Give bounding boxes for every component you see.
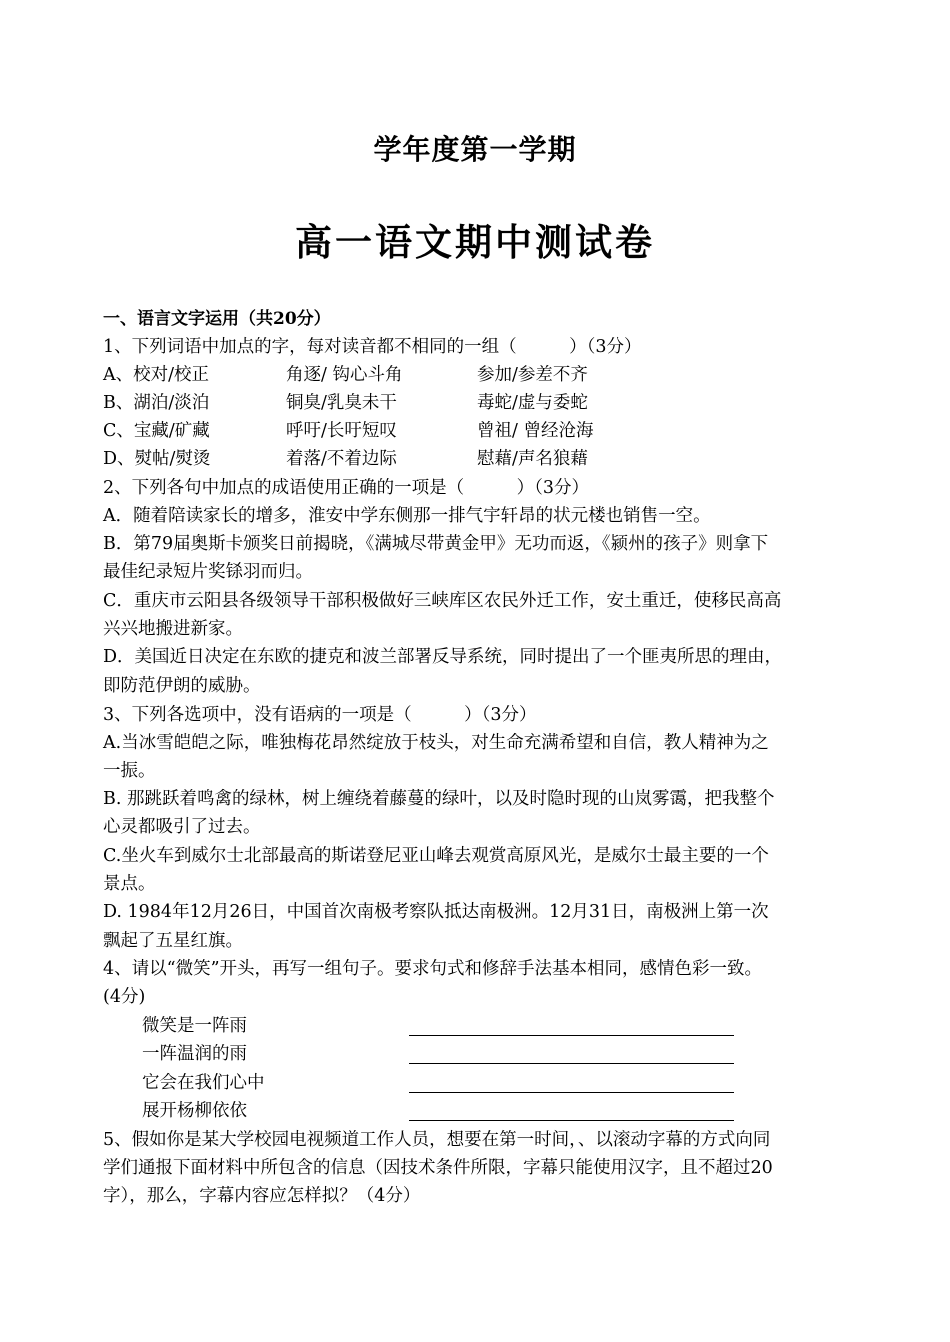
q3-option-c-line1: C.坐火车到威尔士北部最高的斯诺登尼亚山峰去观赏高原风光，是威尔士最主要的一个 (103, 846, 769, 866)
q1-c-col1: C、宝藏/矿藏 (103, 421, 210, 441)
q3-option-a-line1: A.当冰雪皑皑之际，唯独梅花昂然绽放于枝头，对生命充满希望和自信，教人精神为之 (103, 733, 769, 753)
q4-example-line: 展开杨柳依依 (142, 1101, 247, 1121)
q1-b-col3: 毒蛇/虚与委蛇 (477, 393, 588, 413)
q4-stem-line1: 4、请以“微笑”开头，再写一组句子。要求句式和修辞手法基本相同，感情色彩一致。 (103, 959, 763, 979)
q3-option-d-line1: D. 1984年12月26日，中国首次南极考察队抵达南极洲。12月31日，南极洲上第一次 (103, 902, 769, 922)
q1-b-col2: 铜臭/乳臭未干 (286, 393, 397, 413)
q2-option-b-line2: 最佳纪录短片奖铩羽而归。 (103, 562, 313, 582)
q2-option-d-line1: D．美国近日决定在东欧的捷克和波兰部署反导系统，同时提出了一个匪夷所思的理由， (103, 647, 783, 667)
exam-title: 高一语文期中测试卷 (295, 220, 655, 264)
q5-stem-line1: 5、假如你是某大学校园电视频道工作人员，想要在第一时间，、以滚动字幕的方式向同 (103, 1130, 771, 1150)
q1-d-col2: 着落/不着边际 (286, 449, 397, 469)
q3-option-d-line2: 飘起了五星红旗。 (103, 931, 243, 951)
q5-stem-line3: 字），那么，字幕内容应怎样拟？（4分） (103, 1186, 421, 1206)
q3-option-b-line2: 心灵都吸引了过去。 (103, 817, 261, 837)
q4-answer-blank[interactable] (409, 1092, 734, 1093)
q1-d-col1: D、熨帖/熨烫 (103, 449, 211, 469)
q4-example-line: 它会在我们心中 (142, 1073, 265, 1093)
q5-stem-line2: 学们通报下面材料中所包含的信息（因技术条件所限，字幕只能使用汉字，且不超过20 (103, 1158, 773, 1178)
q1-c-col2: 呼吁/长吁短叹 (286, 421, 397, 441)
q2-option-c-line1: C．重庆市云阳县各级领导干部积极做好三峡库区农民外迁工作，安土重迁，使移民高高 (103, 591, 782, 611)
q3-option-c-line2: 景点。 (103, 874, 156, 894)
q3-option-b-line1: B. 那跳跃着鸣禽的绿林，树上缠绕着藤蔓的绿叶，以及时隐时现的山岚雾霭，把我整个 (103, 789, 775, 809)
q4-example-line: 微笑是一阵雨 (142, 1016, 247, 1036)
q4-answer-blank[interactable] (409, 1035, 734, 1036)
q4-answer-blank[interactable] (409, 1120, 734, 1121)
q3-stem: 3、下列各选项中，没有语病的一项是（ ）（3分） (103, 705, 537, 725)
q1-c-col3: 曾祖/ 曾经沧海 (477, 421, 594, 441)
q2-option-a: A．随着陪读家长的增多，淮安中学东侧那一排气宇轩昂的状元楼也销售一空。 (103, 506, 711, 526)
q1-a-col1: A、校对/校正 (103, 365, 210, 385)
q2-option-c-line2: 兴兴地搬进新家。 (103, 619, 243, 639)
q2-option-b-line1: B．第79届奥斯卡颁奖日前揭晓，《满城尽带黄金甲》无功而返，《颍州的孩子》则拿下 (103, 534, 769, 554)
q1-a-col3: 参加/参差不齐 (477, 365, 588, 385)
q2-option-d-line2: 即防范伊朗的威胁。 (103, 676, 261, 696)
section-heading: 一、语言文字运用（共20分） (103, 309, 331, 329)
q1-d-col3: 慰藉/声名狼藉 (477, 449, 588, 469)
q1-a-col2: 角逐/ 钩心斗角 (286, 365, 403, 385)
school-year-title: 学年度第一学期 (373, 133, 577, 166)
q1-stem: 1、下列词语中加点的字，每对读音都不相同的一组（ ）（3分） (103, 337, 642, 357)
q4-answer-blank[interactable] (409, 1063, 734, 1064)
q3-option-a-line2: 一振。 (103, 761, 156, 781)
q4-example-line: 一阵温润的雨 (142, 1044, 247, 1064)
q1-b-col1: B、湖泊/淡泊 (103, 393, 210, 413)
q4-stem-line2: (4分) (103, 987, 146, 1007)
q2-stem: 2、下列各句中加点的成语使用正确的一项是（ ）（3分） (103, 478, 590, 498)
